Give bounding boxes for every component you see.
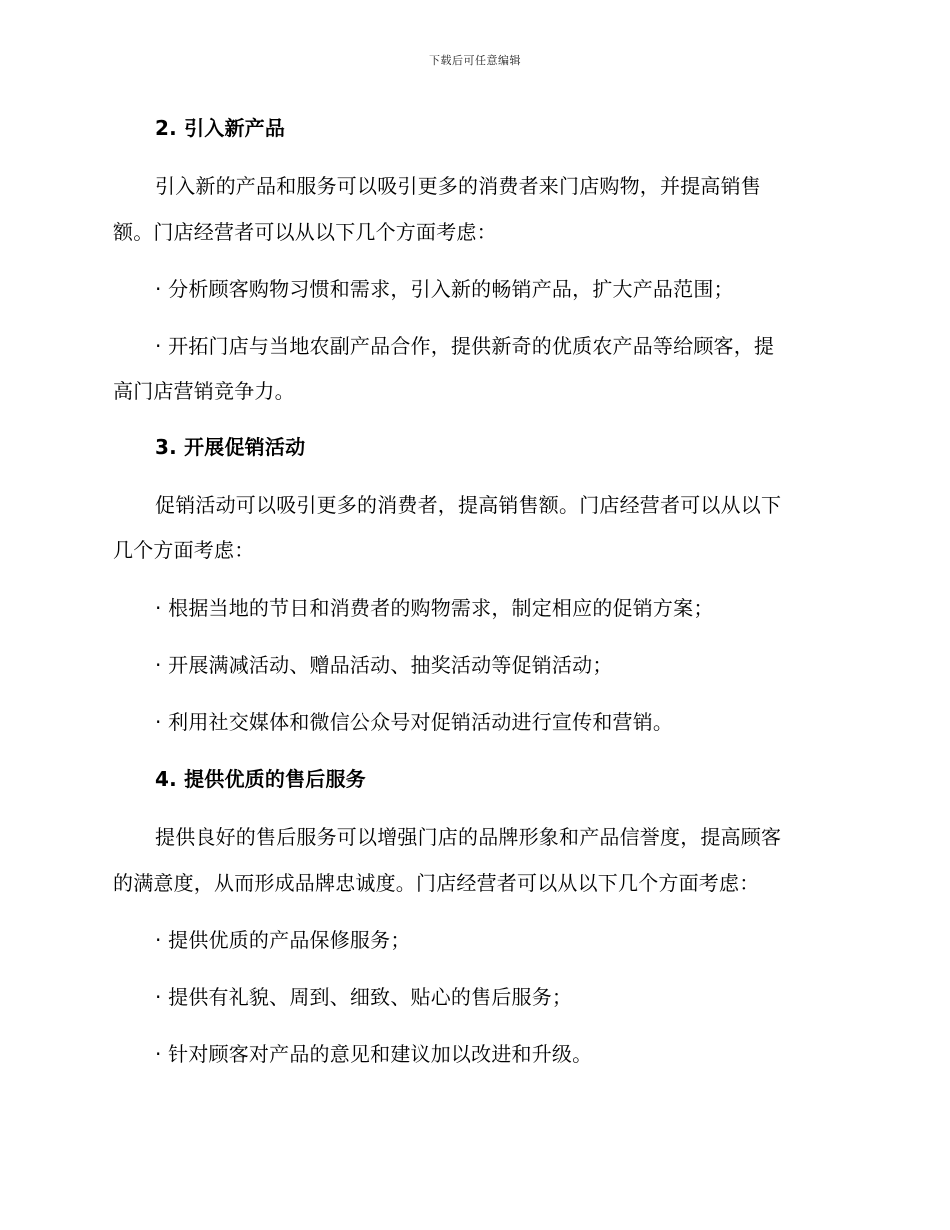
- paragraph-line: 提供良好的售后服务可以增强门店的品牌形象和产品信誉度，提高顾客: [155, 825, 782, 849]
- bullet-item: · 分析顾客购物习惯和需求，引入新的畅销产品，扩大产品范围；: [155, 277, 734, 301]
- bullet-item-continuation: 高门店营销竞争力。: [113, 379, 295, 403]
- bullet-item: · 提供优质的产品保修服务；: [155, 928, 411, 952]
- paragraph-line: 额。门店经营者可以从以下几个方面考虑：: [113, 220, 497, 244]
- bullet-item: · 提供有礼貌、周到、细致、贴心的售后服务；: [155, 985, 573, 1009]
- paragraph-line: 引入新的产品和服务可以吸引更多的消费者来门店购物，并提高销售: [155, 174, 761, 198]
- paragraph-line: 的满意度，从而形成品牌忠诚度。门店经营者可以从以下几个方面考虑：: [113, 871, 760, 895]
- paragraph-line: 几个方面考虑：: [113, 538, 255, 562]
- bullet-item: · 开展满减活动、赠品活动、抽奖活动等促销活动；: [155, 653, 613, 677]
- paragraph-line: 促销活动可以吸引更多的消费者，提高销售额。门店经营者可以从以下: [155, 493, 782, 517]
- section-heading-promotions: 3. 开展促销活动: [155, 435, 306, 459]
- bullet-item: · 利用社交媒体和微信公众号对促销活动进行宣传和营销。: [155, 710, 674, 734]
- section-heading-after-sales: 4. 提供优质的售后服务: [155, 767, 366, 791]
- bullet-item: · 针对顾客对产品的意见和建议加以改进和升级。: [155, 1042, 593, 1066]
- page-header-note: 下载后可任意编辑: [429, 54, 521, 67]
- bullet-item: · 根据当地的节日和消费者的购物需求，制定相应的促销方案；: [155, 596, 714, 620]
- section-heading-new-products: 2. 引入新产品: [155, 116, 286, 140]
- bullet-item: · 开拓门店与当地农副产品合作，提供新奇的优质农产品等给顾客，提: [155, 334, 775, 358]
